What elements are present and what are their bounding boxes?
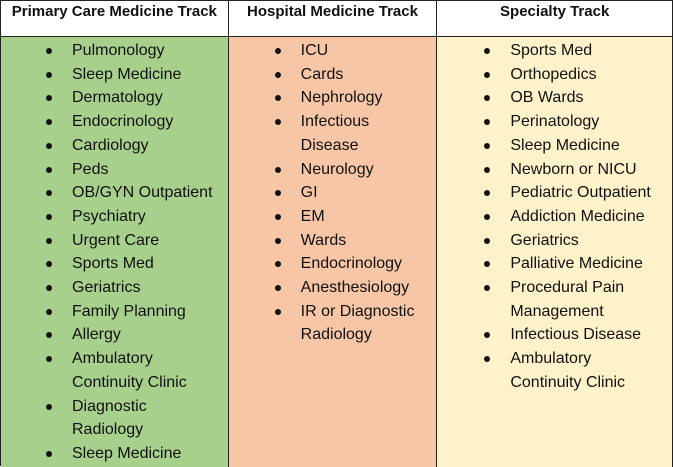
hospital-medicine-track-body xyxy=(229,37,437,467)
list-item: Diagnostic Radiology xyxy=(1,395,228,442)
list-item: Endocrinology xyxy=(1,110,228,134)
list-item: Perinatology xyxy=(437,110,672,134)
specialty-track-header: Specialty Track xyxy=(437,1,672,37)
list-item: ICU xyxy=(229,39,437,63)
list-item: Sleep Medicine xyxy=(1,63,228,87)
list-item: EM xyxy=(229,205,437,229)
list-item: Nephrology xyxy=(229,86,437,110)
list-item: Geriatrics xyxy=(437,229,672,253)
list-item: Peds xyxy=(1,158,228,182)
list-item: Sports Med xyxy=(437,39,672,63)
list-item: Ambulatory Continuity Clinic xyxy=(1,347,228,394)
list-item: Geriatrics xyxy=(1,276,228,300)
list-item: IR or Diagnostic Radiology xyxy=(229,300,437,347)
list-item: OB Wards xyxy=(437,86,672,110)
primary-care-track-list xyxy=(1,39,228,466)
list-item: Sleep Medicine xyxy=(1,442,228,466)
list-item: Ambulatory Continuity Clinic xyxy=(437,347,672,394)
list-item: Pediatric Outpatient xyxy=(437,181,672,205)
list-item: Orthopedics xyxy=(437,63,672,87)
specialty-track-column xyxy=(437,1,673,467)
list-item: Sports Med xyxy=(1,252,228,276)
list-item: GI xyxy=(229,181,437,205)
hospital-medicine-track-column xyxy=(229,1,438,467)
primary-care-track-header: Primary Care Medicine Track xyxy=(1,1,228,37)
list-item: Cardiology xyxy=(1,134,228,158)
list-item: Urgent Care xyxy=(1,229,228,253)
list-item: Procedural Pain Management xyxy=(437,276,672,323)
list-item: Allergy xyxy=(1,323,228,347)
hospital-medicine-track-header: Hospital Medicine Track xyxy=(229,1,437,37)
list-item: Pulmonology xyxy=(1,39,228,63)
list-item: Dermatology xyxy=(1,86,228,110)
list-item: Addiction Medicine xyxy=(437,205,672,229)
list-item: Cards xyxy=(229,63,437,87)
list-item: Neurology xyxy=(229,158,437,182)
list-item: Wards xyxy=(229,229,437,253)
list-item: Psychiatry xyxy=(1,205,228,229)
specialty-track-body xyxy=(437,37,672,467)
list-item: Endocrinology xyxy=(229,252,437,276)
list-item: Family Planning xyxy=(1,300,228,324)
specialty-track-list xyxy=(437,39,672,395)
primary-care-track-body xyxy=(1,37,228,467)
list-item: Infectious Disease xyxy=(437,323,672,347)
primary-care-track-column xyxy=(1,1,229,467)
list-item: Newborn or NICU xyxy=(437,158,672,182)
hospital-medicine-track-list xyxy=(229,39,437,347)
list-item: Infectious Disease xyxy=(229,110,437,157)
list-item: Anesthesiology xyxy=(229,276,437,300)
list-item: Sleep Medicine xyxy=(437,134,672,158)
list-item: OB/GYN Outpatient xyxy=(1,181,228,205)
list-item: Palliative Medicine xyxy=(437,252,672,276)
